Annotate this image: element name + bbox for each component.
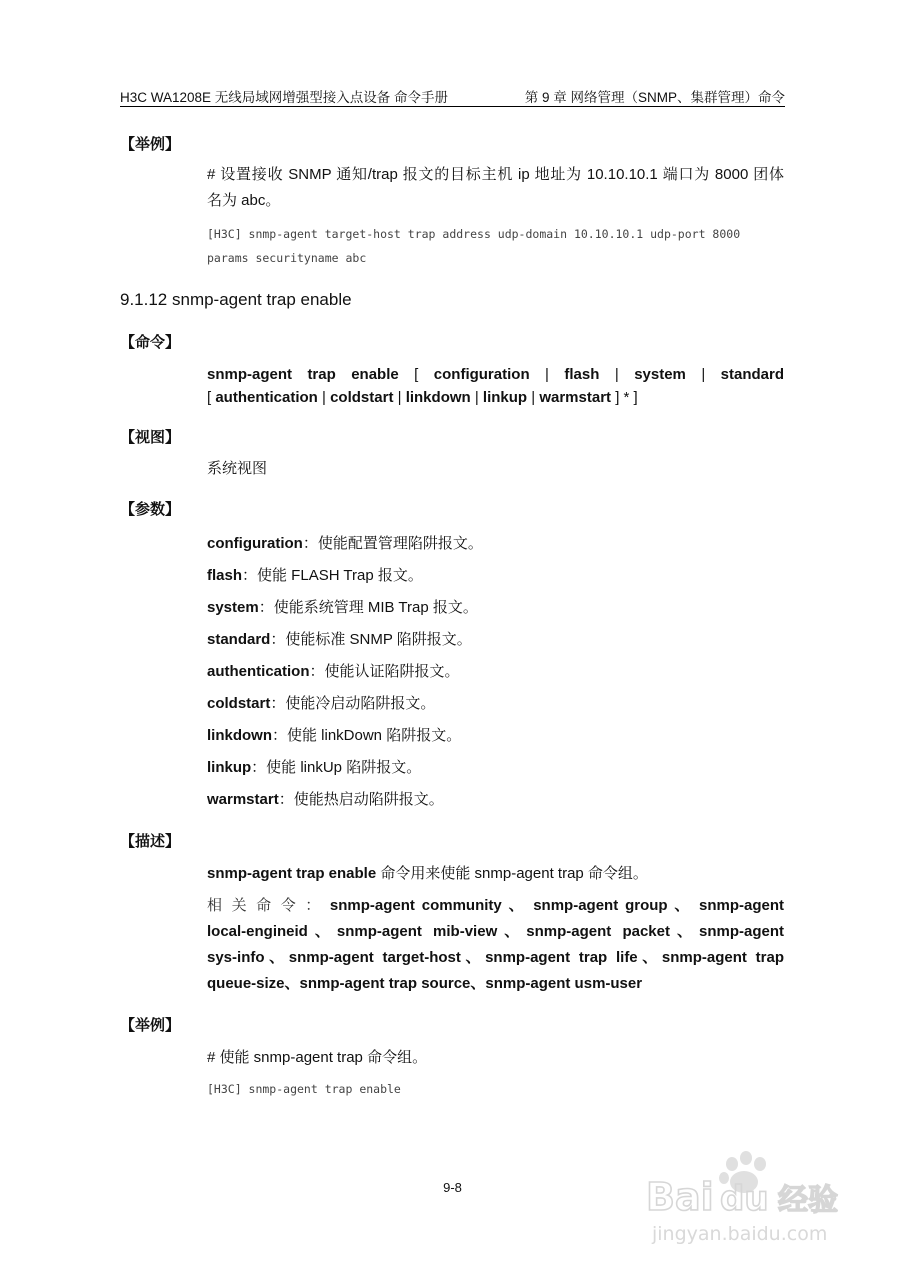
cmd-opt-standard: standard <box>720 366 785 383</box>
param-name: standard <box>207 631 271 648</box>
description-text <box>207 862 784 885</box>
param-name: coldstart <box>207 695 271 712</box>
cmd-keyword: snmp-agent trap enable <box>207 366 399 383</box>
cmd-opt-configuration: configuration <box>433 366 530 383</box>
param-name: authentication <box>207 663 310 680</box>
cmd-opt-flash: flash <box>564 366 600 383</box>
param-coldstart <box>207 692 435 713</box>
svg-text:du: du <box>720 1179 769 1219</box>
param-flash <box>207 564 423 585</box>
param-desc: ：使能系统管理 MIB Trap 报文。 <box>258 599 478 616</box>
command-tag: 【命令】 <box>120 333 181 351</box>
param-warmstart <box>207 788 444 809</box>
param-desc: ：使能 linkDown 陷阱报文。 <box>272 727 462 744</box>
param-name: flash <box>207 567 243 584</box>
example1-code-line2: params securityname abc <box>207 251 367 265</box>
header-left: H3C WA1208E 无线局域网增强型接入点设备 命令手册 <box>120 90 449 105</box>
cmd-sep: ] * ] <box>611 389 638 406</box>
related-label: 相 关 命 令 ： <box>207 897 323 914</box>
cmd-sep: | <box>527 389 540 406</box>
param-name: linkdown <box>207 727 272 744</box>
command-line1 <box>207 363 784 386</box>
param-desc: ：使能 FLASH Trap 报文。 <box>242 567 423 584</box>
cmd-sep: | <box>470 389 483 406</box>
param-name: system <box>207 599 259 616</box>
param-name: configuration <box>207 535 303 552</box>
params-tag: 【参数】 <box>120 500 181 518</box>
cmd-sep: | <box>393 389 406 406</box>
cmd-sep: | <box>529 366 565 383</box>
param-desc: ：使能热启动陷阱报文。 <box>278 791 444 808</box>
param-linkup <box>207 756 421 777</box>
example1-desc-line2: 名为 abc。 <box>207 192 281 209</box>
related-line4: queue-size、snmp-agent trap source、snmp-agent usm-user <box>207 975 643 992</box>
baidu-jingyan-watermark <box>640 1150 850 1250</box>
svg-text:Bai: Bai <box>646 1175 714 1219</box>
param-name: warmstart <box>207 791 279 808</box>
example2-desc: # 使能 snmp-agent trap 命令组。 <box>207 1049 428 1066</box>
example1-code-line1: [H3C] snmp-agent target-host trap address udp-domain 10.10.10.1 udp-port 8000 <box>207 227 741 241</box>
example-tag-1: 【举例】 <box>120 135 181 153</box>
param-configuration <box>207 532 483 553</box>
cmd-sep: | <box>599 366 635 383</box>
related-line2: local-engineid、snmp-agent mib-view、snmp-agent packet、snmp-agent <box>207 923 784 940</box>
view-text: 系统视图 <box>207 460 268 477</box>
param-linkdown <box>207 724 461 745</box>
param-desc: ：使能冷启动陷阱报文。 <box>270 695 436 712</box>
command-line2 <box>207 386 784 409</box>
param-desc: ：使能标准 SNMP 陷阱报文。 <box>270 631 472 648</box>
page-number: 9-8 <box>443 1180 462 1195</box>
cmd-sep: | <box>317 389 331 406</box>
description-cmd: snmp-agent trap enable <box>207 865 377 882</box>
cmd-sep: [ <box>207 389 216 406</box>
param-desc: ：使能 linkUp 陷阱报文。 <box>251 759 422 776</box>
example2-code: [H3C] snmp-agent trap enable <box>207 1082 401 1096</box>
page-header <box>120 86 785 107</box>
cmd-sep: [ <box>398 366 434 383</box>
watermark-url: jingyan.baidu.com <box>652 1223 828 1245</box>
cmd-opt-linkdown: linkdown <box>405 389 471 406</box>
description-body: 命令用来使能 snmp-agent trap 命令组。 <box>376 865 648 882</box>
cmd-opt-system: system <box>634 366 686 383</box>
cmd-opt-coldstart: coldstart <box>330 389 394 406</box>
cmd-opt-authentication: authentication <box>215 389 318 406</box>
related-cmds: snmp-agent community 、 snmp-agent group 、 snmp-agent <box>323 897 785 914</box>
header-right: 第 9 章 网络管理（SNMP、集群管理）命令 <box>524 90 785 105</box>
param-desc: ：使能配置管理陷阱报文。 <box>302 535 483 552</box>
param-name: linkup <box>207 759 252 776</box>
section-title: 9.1.12 snmp-agent trap enable <box>120 290 352 309</box>
param-system <box>207 596 478 617</box>
description-tag: 【描述】 <box>120 832 181 850</box>
cmd-sep: | <box>685 366 721 383</box>
view-tag: 【视图】 <box>120 428 181 446</box>
related-line1 <box>207 894 784 917</box>
param-standard <box>207 628 472 649</box>
example-tag-2: 【举例】 <box>120 1016 181 1034</box>
cmd-opt-warmstart: warmstart <box>539 389 612 406</box>
param-desc: ：使能认证陷阱报文。 <box>309 663 460 680</box>
cmd-opt-linkup: linkup <box>482 389 528 406</box>
example1-desc-line1: # 设置接收 SNMP 通知/trap 报文的目标主机 ip 地址为 10.10.10.1 端口为 8000 团体 <box>207 166 784 183</box>
svg-text:经验: 经验 <box>778 1183 838 1218</box>
related-line3: sys-info、snmp-agent target-host、snmp-agent trap life、snmp-agent trap <box>207 949 784 966</box>
param-authentication <box>207 660 460 681</box>
